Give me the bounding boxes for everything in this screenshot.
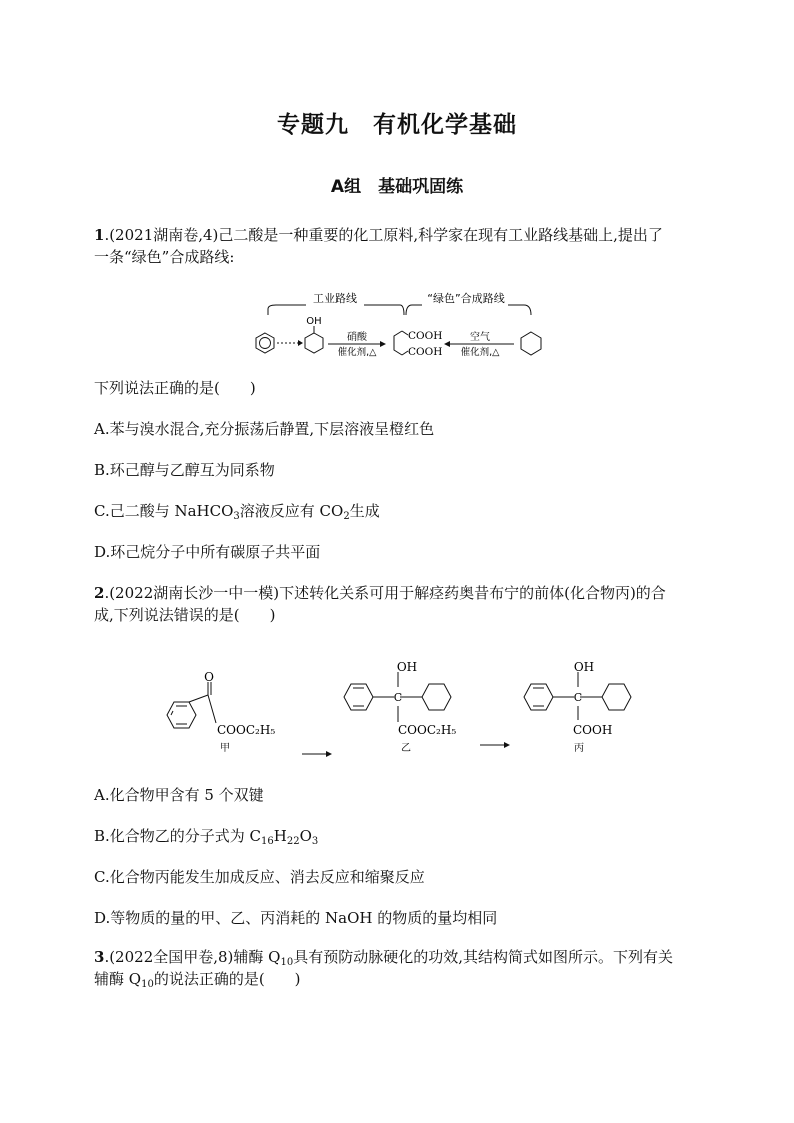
question-2-text bbox=[94, 582, 704, 626]
yi-ester-label: COOC₂H₅ bbox=[398, 723, 457, 737]
jia-label: 甲 bbox=[220, 743, 230, 754]
benzene-ring bbox=[256, 333, 274, 353]
question-1-stem: 下列说法正确的是( ) bbox=[94, 379, 256, 397]
section-subtitle: A组 基础巩固练 bbox=[330, 177, 464, 197]
carbonyl-o-label: O bbox=[204, 670, 214, 684]
reagent-catalyst-1: 催化剂,△ bbox=[337, 347, 377, 358]
q1-option-d: D.环己烷分子中所有碳原子共平面 bbox=[94, 543, 321, 561]
question-2-line1: .(2022湖南长沙一中一模)下述转化关系可用于解痉药奥昔布宁的前体(化合物丙)的合 bbox=[104, 584, 666, 602]
bing-c-label: C bbox=[573, 691, 583, 704]
reagent-nitric-acid: 硝酸 bbox=[347, 332, 367, 343]
cyclohexanol-ring bbox=[305, 326, 323, 353]
bing-acid-label: COOH bbox=[573, 723, 613, 737]
q1-option-a: A.苯与溴水混合,充分振荡后静置,下层溶液呈橙红色 bbox=[94, 420, 435, 438]
q2-option-d: D.等物质的量的甲、乙、丙消耗的 NaOH 的物质的量均相同 bbox=[94, 909, 498, 927]
page-title: 专题九 有机化学基础 bbox=[277, 112, 517, 138]
cooh-label-top: COOH bbox=[408, 330, 443, 342]
q2-option-c: C.化合物丙能发生加成反应、消去反应和缩聚反应 bbox=[94, 868, 425, 886]
question-3-text: 3.(2022全国甲卷,8)辅酶 $Q_{10}$具有预防动脉硬化的功效,其结构简式如图所示。下列有关 辅酶 $Q_{10}$的说法正确的是( ) bbox=[94, 948, 673, 990]
question-1-number: 1 bbox=[94, 226, 105, 244]
cooh-label-bottom: COOH bbox=[408, 346, 443, 358]
q2-reaction-diagram bbox=[150, 650, 650, 760]
green-route-label: “绿色”合成路线 bbox=[427, 292, 505, 305]
question-2-number: 2 bbox=[94, 584, 105, 602]
q1-option-c: C.己二酸与 NaHCO$_3$溶液反应有 $CO_2$生成 bbox=[94, 502, 380, 522]
reagent-air: 空气 bbox=[470, 332, 490, 343]
yi-c-label: C bbox=[393, 691, 403, 704]
q2-option-a: A.化合物甲含有 5 个双键 bbox=[94, 786, 264, 804]
question-1-line1: .(2021湖南卷,4)己二酸是一种重要的化工原料,科学家在现有工业路线基础上,提出了 bbox=[104, 226, 663, 244]
question-3-number: 3 bbox=[94, 948, 105, 966]
q1-option-b: B.环己醇与乙醇互为同系物 bbox=[94, 461, 275, 479]
yi-oh-label: OH bbox=[396, 660, 418, 674]
question-1-text bbox=[94, 224, 704, 268]
q2-option-b: B.化合物乙的分子式为 $C_{16}H_{22}O_3$ bbox=[94, 827, 319, 847]
industrial-route-label: 工业路线 bbox=[313, 292, 357, 305]
bing-oh-label: OH bbox=[573, 660, 595, 674]
reagent-catalyst-2: 催化剂,△ bbox=[460, 347, 500, 358]
bing-label: 丙 bbox=[574, 743, 584, 754]
jia-ester-label: COOC₂H₅ bbox=[217, 723, 276, 737]
cyclohexane-ring bbox=[521, 332, 541, 355]
yi-label: 乙 bbox=[401, 743, 411, 754]
compound-jia bbox=[167, 682, 216, 728]
question-1-line2: 一条“绿色”合成路线: bbox=[94, 248, 235, 266]
question-2-line2: 成,下列说法错误的是( ) bbox=[94, 606, 276, 624]
oh-label: OH bbox=[306, 316, 322, 327]
q1-synthesis-diagram bbox=[246, 287, 556, 367]
adipic-acid-structure bbox=[394, 331, 408, 355]
